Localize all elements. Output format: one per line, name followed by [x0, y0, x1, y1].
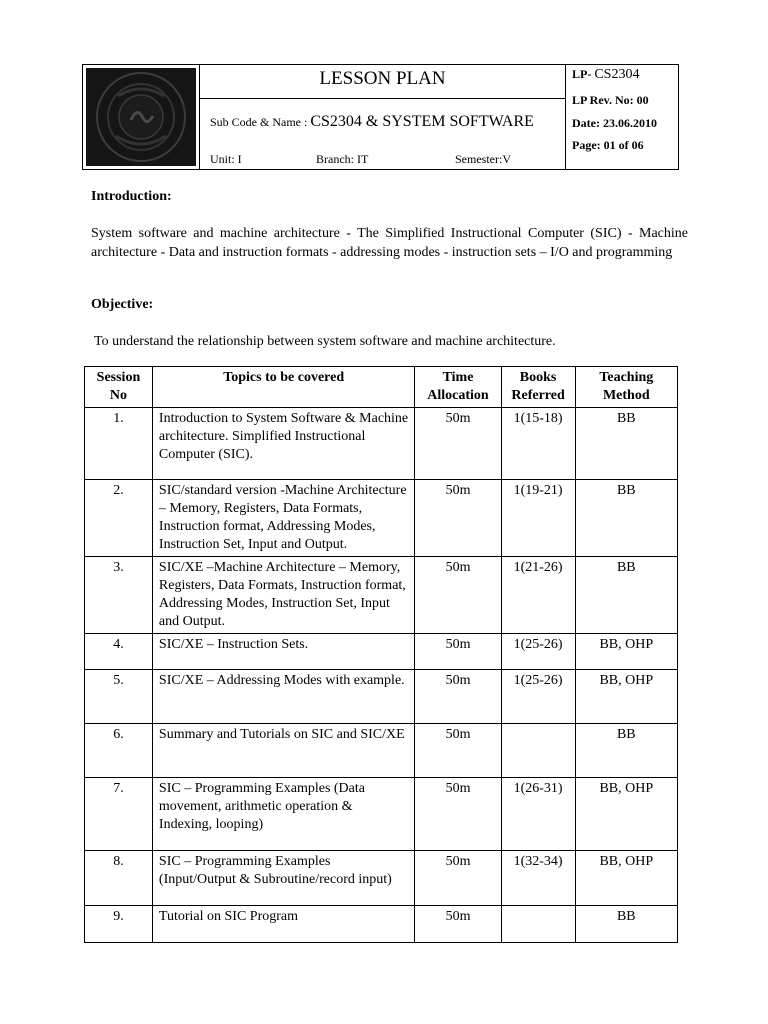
cell-method: BB, OHP: [575, 670, 677, 724]
cell-topic: SIC/XE – Instruction Sets.: [152, 634, 415, 670]
cell-time: 50m: [415, 670, 501, 724]
logo-cell: [83, 65, 200, 169]
subject-label: Sub Code & Name :: [210, 115, 311, 129]
header-right: [566, 65, 678, 169]
subject-line: [210, 113, 534, 131]
cell-session-no: 1.: [85, 408, 153, 480]
col-books-line2: Referred: [511, 388, 565, 403]
table-header-row: [85, 367, 678, 408]
cell-topic: SIC/standard version -Machine Architecture – Memory, Registers, Data Formats, Instruction format, Addressing Modes, Instruction Set, Input and Output.: [152, 480, 415, 557]
semester-label: Semester:V: [455, 152, 511, 166]
cell-topic: SIC – Programming Examples (Data movement, arithmetic operation & Indexing, looping): [152, 778, 415, 851]
col-books: [501, 367, 575, 408]
col-method-line1: Teaching: [599, 370, 654, 385]
col-topics: Topics to be covered: [152, 367, 415, 408]
col-books-line1: Books: [519, 370, 557, 385]
table-row: [85, 724, 678, 778]
cell-method: BB: [575, 480, 677, 557]
table-row: [85, 778, 678, 851]
objective-text: To understand the relationship between system software and machine architecture.: [94, 334, 556, 349]
cell-topic: SIC/XE –Machine Architecture – Memory, Registers, Data Formats, Instruction format, Addressing Modes, Instruction Set, Input and Output.: [152, 557, 415, 634]
lesson-plan-header: [82, 64, 679, 170]
lp-code-line: [572, 67, 639, 83]
cell-method: BB: [575, 557, 677, 634]
cell-books: [501, 906, 575, 943]
cell-session-no: 7.: [85, 778, 153, 851]
cell-topic: Summary and Tutorials on SIC and SIC/XE: [152, 724, 415, 778]
cell-method: BB, OHP: [575, 851, 677, 906]
table-row: [85, 906, 678, 943]
col-method-line2: Method: [602, 388, 650, 403]
cell-topic: SIC – Programming Examples (Input/Output & Subroutine/record input): [152, 851, 415, 906]
table-row: [85, 670, 678, 724]
cell-session-no: 9.: [85, 906, 153, 943]
lp-code: CS2304: [594, 67, 640, 82]
cell-books: 1(26-31): [501, 778, 575, 851]
table-row: [85, 634, 678, 670]
cell-time: 50m: [415, 557, 501, 634]
col-session-line1: Session: [96, 370, 141, 385]
col-time: [415, 367, 501, 408]
cell-session-no: 4.: [85, 634, 153, 670]
col-session-no: [85, 367, 153, 408]
subject-value: CS2304 & SYSTEM SOFTWARE: [310, 113, 534, 130]
objective-heading: Objective:: [91, 297, 154, 312]
cell-books: 1(19-21): [501, 480, 575, 557]
page-title: LESSON PLAN: [200, 65, 565, 99]
lp-label: LP-: [572, 67, 595, 81]
cell-topic: Tutorial on SIC Program: [152, 906, 415, 943]
cell-session-no: 6.: [85, 724, 153, 778]
cell-books: 1(21-26): [501, 557, 575, 634]
cell-method: BB, OHP: [575, 634, 677, 670]
table-row: [85, 557, 678, 634]
cell-time: 50m: [415, 408, 501, 480]
cell-books: 1(15-18): [501, 408, 575, 480]
cell-time: 50m: [415, 480, 501, 557]
lp-revision: LP Rev. No: 00: [572, 93, 649, 107]
cell-books: 1(25-26): [501, 670, 575, 724]
cell-books: [501, 724, 575, 778]
cell-time: 50m: [415, 851, 501, 906]
lp-page: Page: 01 of 06: [572, 138, 644, 152]
lp-date: Date: 23.06.2010: [572, 116, 657, 130]
table-row: [85, 480, 678, 557]
col-time-line2: Allocation: [427, 388, 489, 403]
col-session-line2: No: [109, 388, 128, 403]
cell-topic: Introduction to System Software & Machine architecture. Simplified Instructional Computer (SIC).: [152, 408, 415, 480]
cell-method: BB, OHP: [575, 778, 677, 851]
cell-session-no: 8.: [85, 851, 153, 906]
cell-method: BB: [575, 408, 677, 480]
cell-session-no: 5.: [85, 670, 153, 724]
unit-label: Unit: I: [210, 152, 242, 166]
cell-time: 50m: [415, 778, 501, 851]
cell-books: 1(32-34): [501, 851, 575, 906]
table-row: [85, 851, 678, 906]
college-emblem-icon: [86, 68, 196, 166]
cell-session-no: 3.: [85, 557, 153, 634]
col-time-line1: Time: [442, 370, 474, 385]
cell-method: BB: [575, 724, 677, 778]
header-middle: [200, 65, 566, 169]
branch-label: Branch: IT: [316, 152, 369, 166]
introduction-text: System software and machine architecture - The Simplified Instructional Computer (SIC) - Machine architecture - Data and instruction formats - addressing modes - instruction sets – I/O and programming: [91, 226, 688, 260]
cell-session-no: 2.: [85, 480, 153, 557]
sessions-table: [84, 366, 678, 943]
cell-time: 50m: [415, 906, 501, 943]
cell-topic: SIC/XE – Addressing Modes with example.: [152, 670, 415, 724]
cell-books: 1(25-26): [501, 634, 575, 670]
table-row: [85, 408, 678, 480]
col-method: [575, 367, 677, 408]
cell-time: 50m: [415, 634, 501, 670]
introduction-heading: Introduction:: [91, 189, 172, 204]
cell-time: 50m: [415, 724, 501, 778]
cell-method: BB: [575, 906, 677, 943]
